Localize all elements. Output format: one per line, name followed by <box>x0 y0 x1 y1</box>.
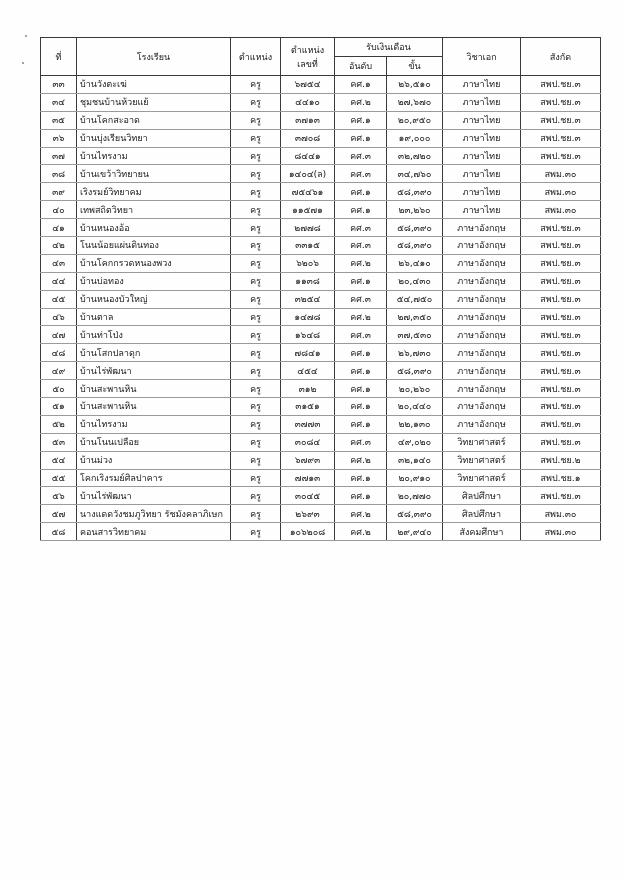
cell-position-number: ๓๗๐๘ <box>281 129 335 147</box>
header-position-number-line2: เลขที่ <box>297 59 318 70</box>
header-position-number-line1: ตำแหน่ง <box>290 45 325 56</box>
table-row <box>41 165 601 183</box>
header-position: ตำแหน่ง <box>231 38 281 76</box>
cell-major: ภาษาอังกฤษ <box>443 272 521 290</box>
cell-affiliation: สพป.ชย.๓ <box>521 254 601 272</box>
cell-affiliation: สพป.ชย.๒ <box>521 451 601 469</box>
cell-position: ครู <box>231 326 281 344</box>
cell-position: ครู <box>231 237 281 255</box>
cell-position-number: ๗๘๔๑ <box>281 344 335 362</box>
cell-position-number: ๖๗๙๓ <box>281 451 335 469</box>
table-row <box>41 344 601 362</box>
cell-school: บ้านท่าโป่ง <box>77 326 231 344</box>
cell-position: ครู <box>231 290 281 308</box>
cell-major: วิทยาศาสตร์ <box>443 433 521 451</box>
cell-school: บ้านบุ่งเรียนวิทยา <box>77 129 231 147</box>
cell-major: ภาษาอังกฤษ <box>443 219 521 237</box>
cell-position-number: ๖๒๐๖ <box>281 254 335 272</box>
cell-position: ครู <box>231 129 281 147</box>
cell-major: ภาษาอังกฤษ <box>443 362 521 380</box>
cell-no: ๕๒ <box>41 415 77 433</box>
cell-grade: คศ.๓ <box>335 237 387 255</box>
cell-major: ภาษาไทย <box>443 129 521 147</box>
cell-major: ภาษาอังกฤษ <box>443 398 521 416</box>
cell-grade: คศ.๓ <box>335 219 387 237</box>
cell-salary: ๕๔,๗๕๐ <box>387 290 443 308</box>
cell-school: บ้านไร่พัฒนา <box>77 362 231 380</box>
cell-school: เริงรมย์วิทยาคม <box>77 183 231 201</box>
cell-no: ๔๖ <box>41 308 77 326</box>
cell-position-number: ๓๑๕๑ <box>281 398 335 416</box>
cell-position: ครู <box>231 147 281 165</box>
cell-position: ครู <box>231 469 281 487</box>
cell-school: บ้านโสกปลาดุก <box>77 344 231 362</box>
cell-no: ๔๘ <box>41 344 77 362</box>
cell-grade: คศ.๑ <box>335 76 387 94</box>
cell-major: ศิลปศึกษา <box>443 487 521 505</box>
cell-salary: ๕๘,๓๙๐ <box>387 362 443 380</box>
cell-major: สังคมศึกษา <box>443 523 521 541</box>
cell-affiliation: สพป.ชย.๓ <box>521 326 601 344</box>
cell-position-number: ๓๗๗๓ <box>281 415 335 433</box>
cell-affiliation: สพม.๓๐ <box>521 201 601 219</box>
cell-position-number: ๒๗๗๘ <box>281 219 335 237</box>
cell-school: บ้านไร่พัฒนา <box>77 487 231 505</box>
cell-salary: ๓๒,๗๒๐ <box>387 147 443 165</box>
cell-major: ภาษาอังกฤษ <box>443 254 521 272</box>
cell-grade: คศ.๑ <box>335 201 387 219</box>
header-major: วิชาเอก <box>443 38 521 76</box>
cell-position: ครู <box>231 308 281 326</box>
table-row <box>41 129 601 147</box>
cell-affiliation: สพป.ชย.๓ <box>521 380 601 398</box>
cell-no: ๔๓ <box>41 254 77 272</box>
cell-no: ๓๖ <box>41 129 77 147</box>
cell-no: ๔๕ <box>41 290 77 308</box>
cell-grade: คศ.๒ <box>335 254 387 272</box>
cell-affiliation: สพป.ชย.๓ <box>521 147 601 165</box>
cell-school: บ้านเขว้าวิทยายน <box>77 165 231 183</box>
table-row <box>41 451 601 469</box>
table-row <box>41 111 601 129</box>
cell-major: ภาษาไทย <box>443 201 521 219</box>
cell-salary: ๔๙,๐๒๐ <box>387 433 443 451</box>
cell-salary: ๓๒,๑๔๐ <box>387 451 443 469</box>
table-header <box>41 38 601 76</box>
cell-salary: ๒๐,๙๕๐ <box>387 111 443 129</box>
cell-position: ครู <box>231 362 281 380</box>
cell-school: บ้านสะพานหิน <box>77 398 231 416</box>
cell-school: บ้านวังตะเฆ่ <box>77 76 231 94</box>
table-row <box>41 183 601 201</box>
cell-grade: คศ.๑ <box>335 362 387 380</box>
table-row <box>41 523 601 541</box>
table-row <box>41 272 601 290</box>
cell-school: โนนน้อยแผ่นดินทอง <box>77 237 231 255</box>
cell-position-number: ๑๖๔๘ <box>281 326 335 344</box>
table-row <box>41 380 601 398</box>
cell-affiliation: สพม.๓๐ <box>521 183 601 201</box>
cell-position-number: ๓๓๑๕ <box>281 237 335 255</box>
cell-salary: ๓๗,๕๓๐ <box>387 326 443 344</box>
cell-affiliation: สพป.ชย.๓ <box>521 237 601 255</box>
cell-major: ภาษาอังกฤษ <box>443 237 521 255</box>
cell-position: ครู <box>231 523 281 541</box>
table-row <box>41 469 601 487</box>
cell-position: ครู <box>231 380 281 398</box>
cell-salary: ๒๖,๕๑๐ <box>387 76 443 94</box>
cell-affiliation: สพม.๓๐ <box>521 505 601 523</box>
scan-speck <box>25 35 27 37</box>
cell-school: โคกเริงรมย์ศิลปาคาร <box>77 469 231 487</box>
cell-position-number: ๔๔๑๐ <box>281 93 335 111</box>
cell-no: ๕๐ <box>41 380 77 398</box>
cell-no: ๓๘ <box>41 165 77 183</box>
cell-affiliation: สพป.ชย.๓ <box>521 433 601 451</box>
cell-grade: คศ.๓ <box>335 147 387 165</box>
cell-school: คอนสารวิทยาคม <box>77 523 231 541</box>
cell-position: ครู <box>231 344 281 362</box>
cell-salary: ๒๐,๗๗๐ <box>387 487 443 505</box>
cell-grade: คศ.๑ <box>335 398 387 416</box>
cell-position: ครู <box>231 93 281 111</box>
table-row <box>41 201 601 219</box>
cell-grade: คศ.๑ <box>335 129 387 147</box>
header-affiliation: สังกัด <box>521 38 601 76</box>
cell-salary: ๕๘,๓๙๐ <box>387 505 443 523</box>
cell-major: ภาษาไทย <box>443 165 521 183</box>
cell-no: ๕๕ <box>41 469 77 487</box>
cell-salary: ๓๔,๗๖๐ <box>387 165 443 183</box>
cell-grade: คศ.๒ <box>335 308 387 326</box>
table-row <box>41 147 601 165</box>
cell-position: ครู <box>231 76 281 94</box>
cell-major: ภาษาไทย <box>443 76 521 94</box>
cell-affiliation: สพป.ชย.๓ <box>521 308 601 326</box>
cell-major: ภาษาอังกฤษ <box>443 308 521 326</box>
cell-affiliation: สพป.ชย.๑ <box>521 469 601 487</box>
cell-salary: ๒๐,๔๓๐ <box>387 272 443 290</box>
cell-affiliation: สพป.ชย.๓ <box>521 272 601 290</box>
cell-position-number: ๑๔๗๘ <box>281 308 335 326</box>
cell-school: เทพสถิตวิทยา <box>77 201 231 219</box>
table-row <box>41 290 601 308</box>
cell-grade: คศ.๓ <box>335 290 387 308</box>
cell-school: บ้านหนองบัวใหญ่ <box>77 290 231 308</box>
cell-school: บ้านสะพานหิน <box>77 380 231 398</box>
cell-school: ชุมชนบ้านห้วยแย้ <box>77 93 231 111</box>
cell-affiliation: สพป.ชย.๓ <box>521 93 601 111</box>
cell-position-number: ๓๐๘๔ <box>281 433 335 451</box>
cell-no: ๔๙ <box>41 362 77 380</box>
table-row <box>41 505 601 523</box>
cell-affiliation: สพม.๓๐ <box>521 523 601 541</box>
cell-salary: ๒๗,๓๕๐ <box>387 308 443 326</box>
cell-no: ๔๑ <box>41 219 77 237</box>
cell-affiliation: สพป.ชย.๓ <box>521 415 601 433</box>
cell-major: ภาษาไทย <box>443 183 521 201</box>
cell-no: ๓๔ <box>41 93 77 111</box>
cell-no: ๔๐ <box>41 201 77 219</box>
cell-school: บ้านหนองอ้อ <box>77 219 231 237</box>
cell-major: ศิลปศึกษา <box>443 505 521 523</box>
cell-major: ภาษาไทย <box>443 93 521 111</box>
cell-grade: คศ.๑ <box>335 469 387 487</box>
cell-position-number: ๗๕๔๖๑ <box>281 183 335 201</box>
cell-position: ครู <box>231 183 281 201</box>
cell-salary: ๒๖,๔๑๐ <box>387 254 443 272</box>
cell-affiliation: สพป.ชย.๓ <box>521 398 601 416</box>
cell-position: ครู <box>231 111 281 129</box>
cell-position-number: ๓๗๑๓ <box>281 111 335 129</box>
cell-salary: ๑๙,๐๐๐ <box>387 129 443 147</box>
cell-no: ๕๖ <box>41 487 77 505</box>
cell-no: ๓๓ <box>41 76 77 94</box>
table-row <box>41 237 601 255</box>
cell-no: ๔๔ <box>41 272 77 290</box>
cell-position-number: ๘๔๔๑ <box>281 147 335 165</box>
cell-salary: ๒๗,๖๗๐ <box>387 93 443 111</box>
cell-grade: คศ.๒ <box>335 523 387 541</box>
cell-grade: คศ.๑ <box>335 487 387 505</box>
cell-position: ครู <box>231 451 281 469</box>
cell-salary: ๒๖,๗๓๐ <box>387 344 443 362</box>
table-row <box>41 362 601 380</box>
cell-affiliation: สพป.ชย.๓ <box>521 76 601 94</box>
cell-no: ๔๒ <box>41 237 77 255</box>
cell-position: ครู <box>231 201 281 219</box>
header-position-number <box>281 38 335 76</box>
cell-salary: ๕๘,๓๙๐ <box>387 219 443 237</box>
table-row <box>41 415 601 433</box>
cell-grade: คศ.๑ <box>335 272 387 290</box>
cell-position-number: ๑๔๐๔(ล) <box>281 165 335 183</box>
cell-school: นางแดดวังชมภูวิทยา รัชมังคลาภิเษก <box>77 505 231 523</box>
table-row <box>41 219 601 237</box>
cell-grade: คศ.๑ <box>335 380 387 398</box>
header-no: ที่ <box>41 38 77 76</box>
cell-major: ภาษาไทย <box>443 111 521 129</box>
cell-position: ครู <box>231 398 281 416</box>
cell-school: บ้านโนนเปลือย <box>77 433 231 451</box>
cell-position: ครู <box>231 219 281 237</box>
cell-major: ภาษาอังกฤษ <box>443 380 521 398</box>
cell-school: บ้านไทรงาม <box>77 147 231 165</box>
cell-position: ครู <box>231 165 281 183</box>
cell-position: ครู <box>231 415 281 433</box>
cell-affiliation: สพป.ชย.๓ <box>521 290 601 308</box>
cell-affiliation: สพม.๓๐ <box>521 165 601 183</box>
cell-no: ๕๗ <box>41 505 77 523</box>
cell-position: ครู <box>231 505 281 523</box>
cell-no: ๔๗ <box>41 326 77 344</box>
cell-no: ๓๗ <box>41 147 77 165</box>
cell-major: ภาษาอังกฤษ <box>443 326 521 344</box>
cell-no: ๕๔ <box>41 451 77 469</box>
cell-grade: คศ.๒ <box>335 505 387 523</box>
cell-position: ครู <box>231 272 281 290</box>
cell-salary: ๒๓,๒๖๐ <box>387 201 443 219</box>
cell-major: วิทยาศาสตร์ <box>443 469 521 487</box>
cell-position-number: ๑๑๕๗๑ <box>281 201 335 219</box>
cell-salary: ๒๐,๙๑๐ <box>387 469 443 487</box>
table-row <box>41 433 601 451</box>
cell-major: ภาษาไทย <box>443 147 521 165</box>
cell-position-number: ๖๗๕๔ <box>281 76 335 94</box>
cell-position-number: ๓๐๔๕ <box>281 487 335 505</box>
cell-grade: คศ.๓ <box>335 433 387 451</box>
header-salary-group: รับเงินเดือน <box>335 38 443 57</box>
cell-grade: คศ.๑ <box>335 111 387 129</box>
cell-grade: คศ.๑ <box>335 415 387 433</box>
header-school: โรงเรียน <box>77 38 231 76</box>
cell-affiliation: สพป.ชย.๓ <box>521 111 601 129</box>
table-row <box>41 76 601 94</box>
cell-affiliation: สพป.ชย.๓ <box>521 362 601 380</box>
teacher-roster-table <box>40 37 601 541</box>
cell-salary: ๕๘,๓๙๐ <box>387 237 443 255</box>
cell-position-number: ๓๑๒ <box>281 380 335 398</box>
table-body <box>41 76 601 541</box>
cell-salary: ๒๐,๔๔๐ <box>387 398 443 416</box>
table-row <box>41 308 601 326</box>
cell-affiliation: สพป.ชย.๓ <box>521 487 601 505</box>
cell-school: บ้านโคกกรวดหนองพวง <box>77 254 231 272</box>
cell-position-number: ๒๖๙๓ <box>281 505 335 523</box>
cell-grade: คศ.๓ <box>335 326 387 344</box>
cell-salary: ๒๐,๒๖๐ <box>387 380 443 398</box>
table-row <box>41 254 601 272</box>
cell-position: ครู <box>231 254 281 272</box>
cell-grade: คศ.๒ <box>335 451 387 469</box>
cell-position-number: ๑๐๖๒๐๘ <box>281 523 335 541</box>
cell-affiliation: สพป.ชย.๓ <box>521 344 601 362</box>
cell-no: ๕๓ <box>41 433 77 451</box>
cell-affiliation: สพป.ชย.๓ <box>521 219 601 237</box>
cell-school: บ้านตาล <box>77 308 231 326</box>
cell-no: ๓๙ <box>41 183 77 201</box>
cell-grade: คศ.๓ <box>335 165 387 183</box>
cell-grade: คศ.๒ <box>335 93 387 111</box>
table-row <box>41 93 601 111</box>
cell-position-number: ๔๕๔ <box>281 362 335 380</box>
cell-position-number: ๓๒๕๔ <box>281 290 335 308</box>
cell-salary: ๕๘,๓๙๐ <box>387 183 443 201</box>
cell-grade: คศ.๑ <box>335 183 387 201</box>
cell-position: ครู <box>231 433 281 451</box>
cell-major: ภาษาอังกฤษ <box>443 344 521 362</box>
cell-major: ภาษาอังกฤษ <box>443 290 521 308</box>
header-grade: อันดับ <box>335 57 387 76</box>
cell-school: บ้านม่วง <box>77 451 231 469</box>
table-row <box>41 398 601 416</box>
cell-no: ๕๑ <box>41 398 77 416</box>
header-step: ขั้น <box>387 57 443 76</box>
table-row <box>41 326 601 344</box>
cell-school: บ้านโคกสะอาด <box>77 111 231 129</box>
cell-position-number: ๑๑๓๘ <box>281 272 335 290</box>
cell-no: ๓๕ <box>41 111 77 129</box>
cell-salary: ๒๙,๙๔๐ <box>387 523 443 541</box>
cell-school: บ้านไทรงาม <box>77 415 231 433</box>
cell-position-number: ๗๗๑๓ <box>281 469 335 487</box>
cell-grade: คศ.๑ <box>335 344 387 362</box>
cell-salary: ๒๒,๑๓๐ <box>387 415 443 433</box>
cell-no: ๕๘ <box>41 523 77 541</box>
cell-major: วิทยาศาสตร์ <box>443 451 521 469</box>
cell-affiliation: สพป.ชย.๓ <box>521 129 601 147</box>
cell-school: บ้านบ่อทอง <box>77 272 231 290</box>
cell-position: ครู <box>231 487 281 505</box>
scan-speck <box>22 62 24 64</box>
table-row <box>41 487 601 505</box>
cell-major: ภาษาอังกฤษ <box>443 415 521 433</box>
